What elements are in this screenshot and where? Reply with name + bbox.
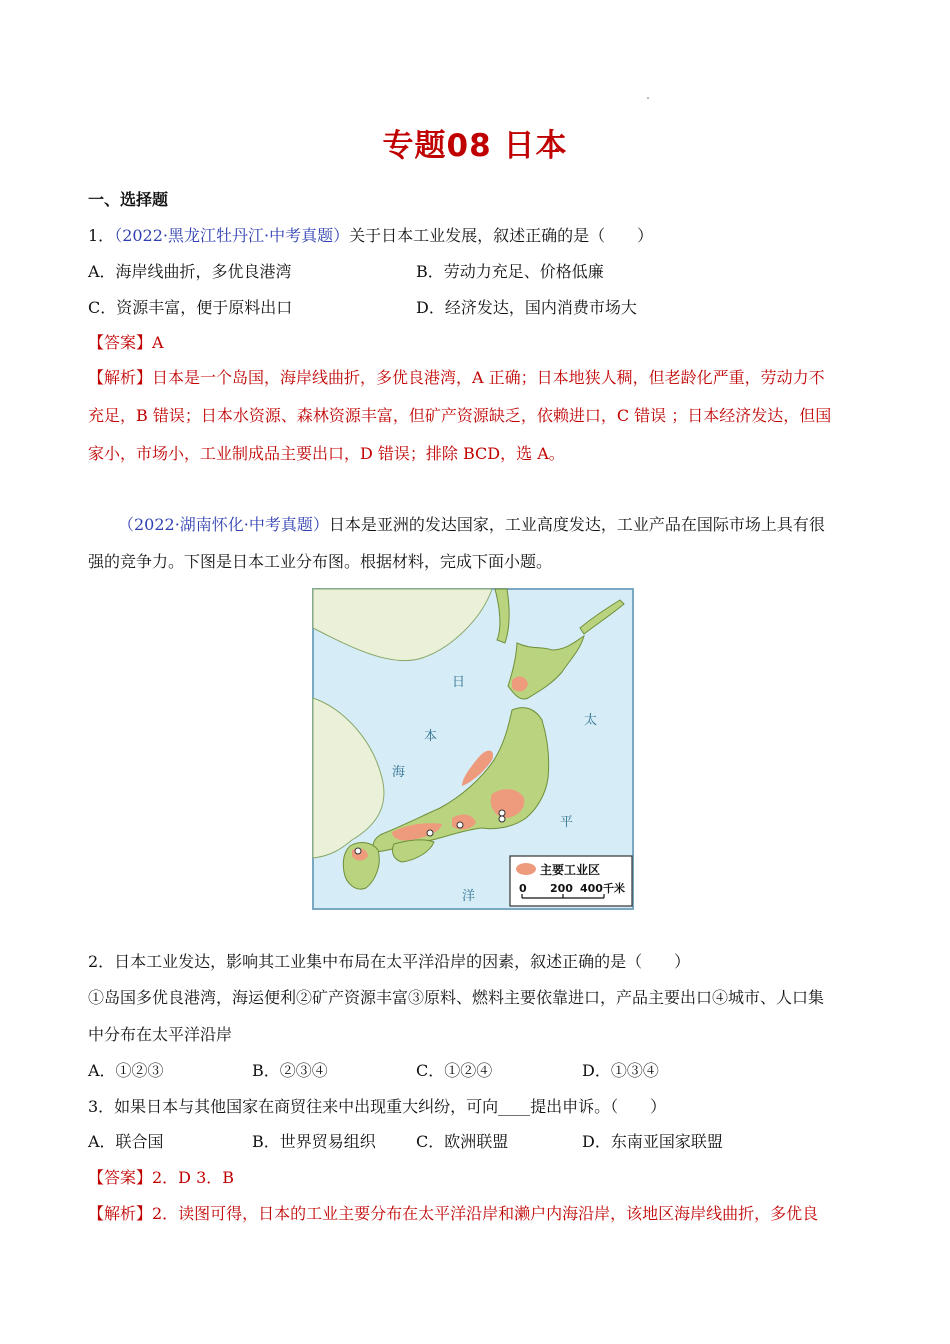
- section-heading: 一、选择题: [88, 190, 169, 209]
- analysis-line: 【解析】2．读图可得，日本的工业主要分布在太平洋沿岸和濑户内海沿岸，该地区海岸线曲折，多优良: [88, 1204, 819, 1223]
- city-dot: [499, 816, 505, 822]
- option-d: D．①③④: [582, 1061, 659, 1080]
- question-number: 1．: [88, 226, 115, 245]
- ocean-label-char: 平: [560, 815, 574, 830]
- scale-label: 200: [550, 882, 573, 895]
- analysis-line: 充足，B 错误；日本水资源、森林资源丰富，但矿产资源缺乏，依赖进口，C 错误 ；日本经济发达，但国: [88, 406, 832, 425]
- ocean-label-char: 太: [584, 713, 598, 728]
- option-b: B．②③④: [252, 1061, 328, 1080]
- intro-text: 日本是亚洲的发达国家，工业高度发达，工业产品在国际市场上具有很: [328, 515, 825, 534]
- sea-label-char: 日: [452, 675, 466, 690]
- question-1: [88, 226, 653, 246]
- scale-label: 400千米: [580, 882, 625, 895]
- answer: 【答案】A: [88, 333, 164, 352]
- option-a: A．①②③: [88, 1061, 164, 1080]
- question-stem: 关于日本工业发展，叙述正确的是（ ）: [349, 226, 654, 245]
- option-c: C．欧洲联盟: [416, 1132, 509, 1151]
- map-legend: [510, 856, 632, 906]
- city-dot: [427, 830, 433, 836]
- option-c: C．①②④: [416, 1061, 493, 1080]
- option-d: D．东南亚国家联盟: [582, 1132, 723, 1151]
- intro-text: 强的竞争力。下图是日本工业分布图。根据材料，完成下面小题。: [88, 552, 553, 571]
- option-a: A．联合国: [88, 1132, 164, 1151]
- legend-label: 主要工业区: [540, 863, 601, 877]
- legend-swatch: [516, 863, 536, 875]
- analysis-line: 【解析】日本是一个岛国，海岸线曲折，多优良港湾，A 正确；日本地狭人稠，但老龄化严重，劳动力不: [88, 368, 825, 387]
- page-title: 专题08 日本: [382, 128, 568, 164]
- question-2-items: 中分布在太平洋沿岸: [88, 1025, 233, 1044]
- question-source: （2022·黑龙江牡丹江·中考真题）: [114, 226, 350, 245]
- option-b: B．世界贸易组织: [252, 1132, 376, 1151]
- answer: 【答案】2．D 3．B: [88, 1168, 235, 1187]
- city-dot: [457, 822, 463, 828]
- ocean-label-char: 洋: [462, 889, 476, 904]
- sea-label-char: 海: [392, 765, 406, 780]
- sea-label-char: 本: [424, 729, 438, 744]
- option-b: B．劳动力充足、价格低廉: [416, 262, 604, 281]
- city-dot: [355, 848, 361, 854]
- question-2-items: ①岛国多优良港湾，海运便利②矿产资源丰富③原料、燃料主要依靠进口，产品主要出口④城市、人口集: [88, 988, 825, 1007]
- option-a: A．海岸线曲折，多优良港湾: [88, 262, 292, 281]
- page-mark: [647, 97, 649, 99]
- city-dot: [499, 810, 505, 816]
- option-c: C．资源丰富，便于原料出口: [88, 298, 293, 317]
- question-3-stem: 3．如果日本与其他国家在商贸往来中出现重大纠纷，可向____提出申诉。（ ）: [88, 1097, 667, 1116]
- question-2-stem: 2．日本工业发达，影响其工业集中布局在太平洋沿岸的因素，叙述正确的是（ ）: [88, 952, 691, 971]
- analysis-line: 家小，市场小，工业制成品主要出口，D 错误；排除 BCD，选 A。: [88, 444, 565, 463]
- group-source: （2022·湖南怀化·中考真题）: [118, 515, 329, 534]
- option-d: D．经济发达，国内消费市场大: [416, 298, 637, 317]
- japan-industry-map: [312, 588, 634, 910]
- group-intro: [118, 515, 825, 535]
- scale-label: 0: [519, 882, 527, 895]
